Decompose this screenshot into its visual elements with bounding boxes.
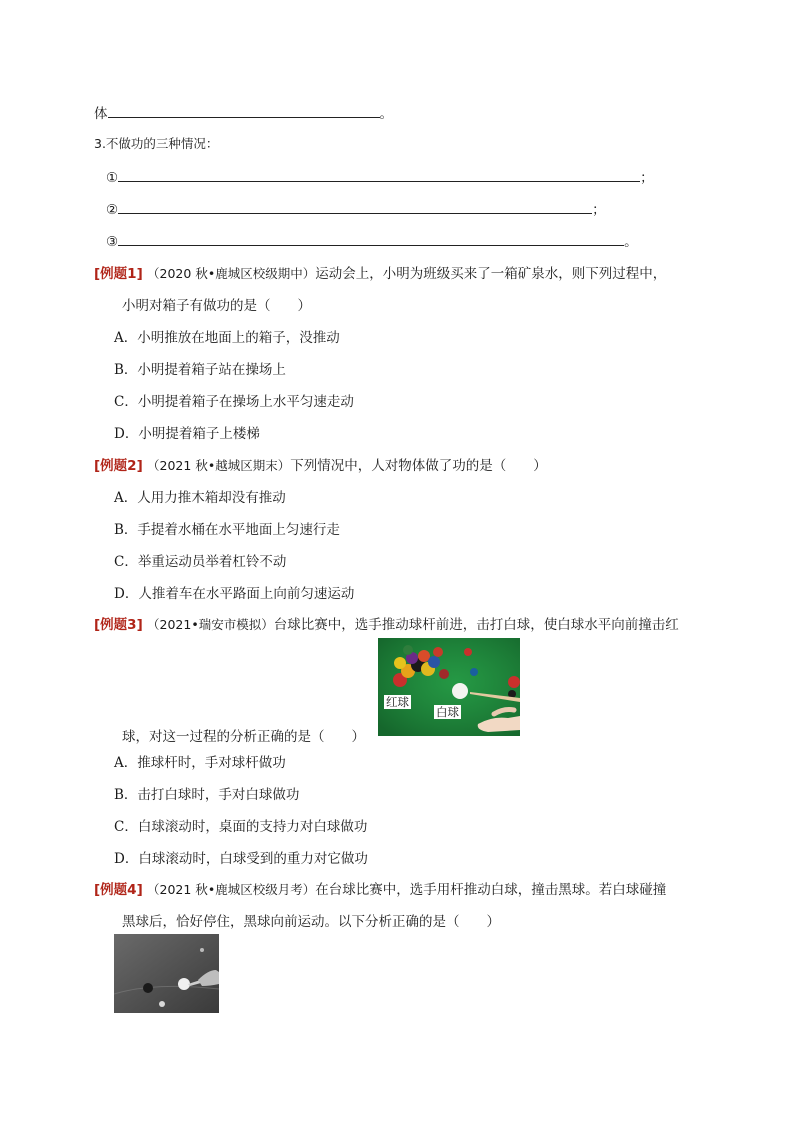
example-2-stem xyxy=(94,454,547,474)
blank-line xyxy=(108,105,380,118)
example-1-option-c: C．小明提着箱子在操场上水平匀速走动 xyxy=(114,394,354,410)
example-stem-text: 下列情况中，人对物体做了功的是（ ） xyxy=(290,458,547,474)
grayscale-billiards-illustration xyxy=(114,934,219,1013)
example-stem-text: 台球比赛中，选手推动球杆前进，击打白球，使白球水平向前撞击红 xyxy=(273,617,679,633)
fill-line-1 xyxy=(94,102,393,122)
fill-line-1-suffix: 。 xyxy=(379,106,393,122)
blank-line xyxy=(118,169,640,182)
billiards-photo xyxy=(378,638,520,736)
item-number: ③ xyxy=(106,234,119,250)
example-3-option-c: C．白球滚动时，桌面的支持力对白球做功 xyxy=(114,819,368,835)
example-4-stem xyxy=(94,878,666,898)
example-3-option-b: B．击打白球时，手对白球做功 xyxy=(114,787,300,803)
label-white-ball: 白球 xyxy=(436,705,459,719)
example-tag: [例题4] xyxy=(94,882,143,898)
fill-item-3 xyxy=(106,230,638,250)
example-1-option-d: D．小明提着箱子上楼梯 xyxy=(114,426,260,442)
example-source: （2020 秋•鹿城区校级期中） xyxy=(147,266,316,281)
example-2-option-a: A．人用力推木箱却没有推动 xyxy=(114,490,286,506)
example-3-option-d: D．白球滚动时，白球受到的重力对它做功 xyxy=(114,851,368,867)
example-source: （2021•瑞安市模拟） xyxy=(147,617,274,632)
blank-line xyxy=(118,201,592,214)
example-tag: [例题1] xyxy=(94,266,143,282)
item-number: ① xyxy=(106,170,119,186)
label-red-ball: 红球 xyxy=(386,695,409,709)
blank-line xyxy=(118,233,624,246)
example-tag: [例题3] xyxy=(94,617,143,633)
fill-line-1-prefix: 体 xyxy=(94,106,108,122)
item-number: ② xyxy=(106,202,119,218)
example-1-stem-line2: 小明对箱子有做功的是（ ） xyxy=(122,298,311,314)
example-2-option-b: B．手提着水桶在水平地面上匀速行走 xyxy=(114,522,340,538)
example-1-option-a: A．小明推放在地面上的箱子，没推动 xyxy=(114,330,340,346)
item-end: ； xyxy=(640,170,654,186)
fill-item-1 xyxy=(106,166,654,186)
example-stem-text: 运动会上，小明为班级买来了一箱矿泉水，则下列过程中， xyxy=(315,266,667,282)
heading-no-work: 3.不做功的三种情况： xyxy=(94,136,219,151)
example-2-option-c: C．举重运动员举着杠铃不动 xyxy=(114,554,287,570)
example-1-stem xyxy=(94,262,666,282)
example-3-option-a: A．推球杆时，手对球杆做功 xyxy=(114,755,286,771)
billiards-grayscale-photo xyxy=(114,934,219,1013)
example-3-stem-line2: 球，对这一过程的分析正确的是（ ） xyxy=(122,729,365,745)
item-end: ； xyxy=(592,202,606,218)
example-source: （2021 秋•鹿城区校级月考） xyxy=(147,882,316,897)
billiards-illustration xyxy=(378,638,520,736)
fill-item-2 xyxy=(106,198,606,218)
example-tag: [例题2] xyxy=(94,458,143,474)
example-source: （2021 秋•越城区期末） xyxy=(147,458,291,473)
example-1-option-b: B．小明提着箱子站在操场上 xyxy=(114,362,286,378)
example-3-stem xyxy=(94,613,679,633)
example-2-option-d: D．人推着车在水平路面上向前匀速运动 xyxy=(114,586,355,602)
example-stem-text: 在台球比赛中，选手用杆推动白球，撞击黑球。若白球碰撞 xyxy=(315,882,667,898)
example-4-stem-line2: 黑球后，恰好停住，黑球向前运动。以下分析正确的是（ ） xyxy=(122,914,500,930)
item-end: 。 xyxy=(624,234,638,250)
